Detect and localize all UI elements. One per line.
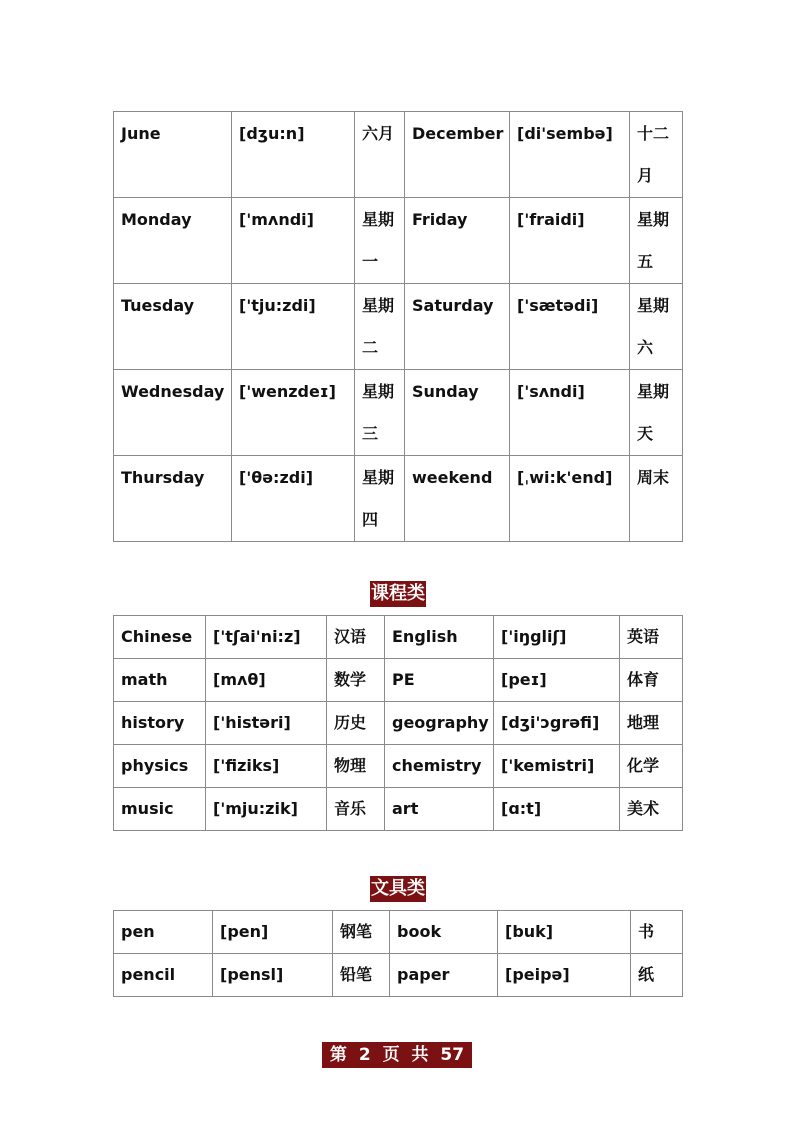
phonetic-cell: [pensl] bbox=[213, 954, 333, 997]
word-cell: Friday bbox=[405, 198, 510, 284]
word-cell: Monday bbox=[114, 198, 232, 284]
phonetic-cell: ['sætədi] bbox=[510, 284, 630, 370]
table-row bbox=[114, 370, 683, 456]
table-row bbox=[114, 911, 683, 954]
meaning-cell: 六月 bbox=[355, 112, 405, 198]
phonetic-cell: [ɑ:t] bbox=[494, 788, 620, 831]
word-cell: Wednesday bbox=[114, 370, 232, 456]
meaning-cell: 化学 bbox=[620, 745, 683, 788]
meaning-cell: 地理 bbox=[620, 702, 683, 745]
page-number-footer: 第 2 页 共 57 页 bbox=[322, 1042, 472, 1068]
meaning-cell: 星期四 bbox=[355, 456, 405, 542]
meaning-cell: 书 bbox=[631, 911, 683, 954]
phonetic-cell: [dʒi'ɔgrəfi] bbox=[494, 702, 620, 745]
meaning-cell: 铅笔 bbox=[333, 954, 390, 997]
word-cell: music bbox=[114, 788, 206, 831]
word-cell: pen bbox=[114, 911, 213, 954]
meaning-cell: 钢笔 bbox=[333, 911, 390, 954]
section-heading-stationery: 文具类 bbox=[370, 876, 426, 902]
meaning-cell: 星期一 bbox=[355, 198, 405, 284]
meaning-cell: 星期六 bbox=[630, 284, 683, 370]
word-cell: book bbox=[390, 911, 498, 954]
table-row bbox=[114, 745, 683, 788]
table-row bbox=[114, 198, 683, 284]
phonetic-cell: [ˌwi:k'end] bbox=[510, 456, 630, 542]
word-cell: history bbox=[114, 702, 206, 745]
table-row bbox=[114, 954, 683, 997]
phonetic-cell: ['mʌndi] bbox=[232, 198, 355, 284]
meaning-cell: 物理 bbox=[327, 745, 385, 788]
table-row bbox=[114, 284, 683, 370]
meaning-cell: 美术 bbox=[620, 788, 683, 831]
meaning-cell: 英语 bbox=[620, 616, 683, 659]
word-cell: Sunday bbox=[405, 370, 510, 456]
phonetic-cell: ['kemistri] bbox=[494, 745, 620, 788]
word-cell: December bbox=[405, 112, 510, 198]
phonetic-cell: ['histəri] bbox=[206, 702, 327, 745]
meaning-cell: 星期五 bbox=[630, 198, 683, 284]
word-cell: paper bbox=[390, 954, 498, 997]
meaning-cell: 纸 bbox=[631, 954, 683, 997]
word-cell: June bbox=[114, 112, 232, 198]
courses-table bbox=[113, 615, 683, 831]
phonetic-cell: [dʒu:n] bbox=[232, 112, 355, 198]
table-row bbox=[114, 112, 683, 198]
phonetic-cell: ['wenzdeɪ] bbox=[232, 370, 355, 456]
word-cell: English bbox=[385, 616, 494, 659]
word-cell: geography bbox=[385, 702, 494, 745]
word-cell: Tuesday bbox=[114, 284, 232, 370]
word-cell: math bbox=[114, 659, 206, 702]
word-cell: weekend bbox=[405, 456, 510, 542]
meaning-cell: 音乐 bbox=[327, 788, 385, 831]
word-cell: art bbox=[385, 788, 494, 831]
meaning-cell: 星期二 bbox=[355, 284, 405, 370]
table-row bbox=[114, 659, 683, 702]
meaning-cell: 十二月 bbox=[630, 112, 683, 198]
phonetic-cell: ['fraidi] bbox=[510, 198, 630, 284]
meaning-cell: 星期三 bbox=[355, 370, 405, 456]
table-row bbox=[114, 616, 683, 659]
phonetic-cell: [peipə] bbox=[498, 954, 631, 997]
meaning-cell: 汉语 bbox=[327, 616, 385, 659]
table-row bbox=[114, 456, 683, 542]
word-cell: Saturday bbox=[405, 284, 510, 370]
phonetic-cell: ['fiziks] bbox=[206, 745, 327, 788]
phonetic-cell: ['iŋgliʃ] bbox=[494, 616, 620, 659]
meaning-cell: 历史 bbox=[327, 702, 385, 745]
phonetic-cell: [buk] bbox=[498, 911, 631, 954]
word-cell: Thursday bbox=[114, 456, 232, 542]
phonetic-cell: [peɪ] bbox=[494, 659, 620, 702]
phonetic-cell: ['tʃai'ni:z] bbox=[206, 616, 327, 659]
table-row bbox=[114, 702, 683, 745]
word-cell: physics bbox=[114, 745, 206, 788]
word-cell: PE bbox=[385, 659, 494, 702]
meaning-cell: 体育 bbox=[620, 659, 683, 702]
phonetic-cell: ['mju:zik] bbox=[206, 788, 327, 831]
phonetic-cell: [mʌθ] bbox=[206, 659, 327, 702]
meaning-cell: 数学 bbox=[327, 659, 385, 702]
phonetic-cell: ['θə:zdi] bbox=[232, 456, 355, 542]
months-days-table bbox=[113, 111, 683, 542]
phonetic-cell: ['sʌndi] bbox=[510, 370, 630, 456]
phonetic-cell: [di'sembə] bbox=[510, 112, 630, 198]
table-row bbox=[114, 788, 683, 831]
phonetic-cell: [pen] bbox=[213, 911, 333, 954]
word-cell: Chinese bbox=[114, 616, 206, 659]
section-heading-courses: 课程类 bbox=[370, 581, 426, 607]
phonetic-cell: ['tju:zdi] bbox=[232, 284, 355, 370]
word-cell: pencil bbox=[114, 954, 213, 997]
word-cell: chemistry bbox=[385, 745, 494, 788]
meaning-cell: 周末 bbox=[630, 456, 683, 542]
meaning-cell: 星期天 bbox=[630, 370, 683, 456]
stationery-table bbox=[113, 910, 683, 997]
